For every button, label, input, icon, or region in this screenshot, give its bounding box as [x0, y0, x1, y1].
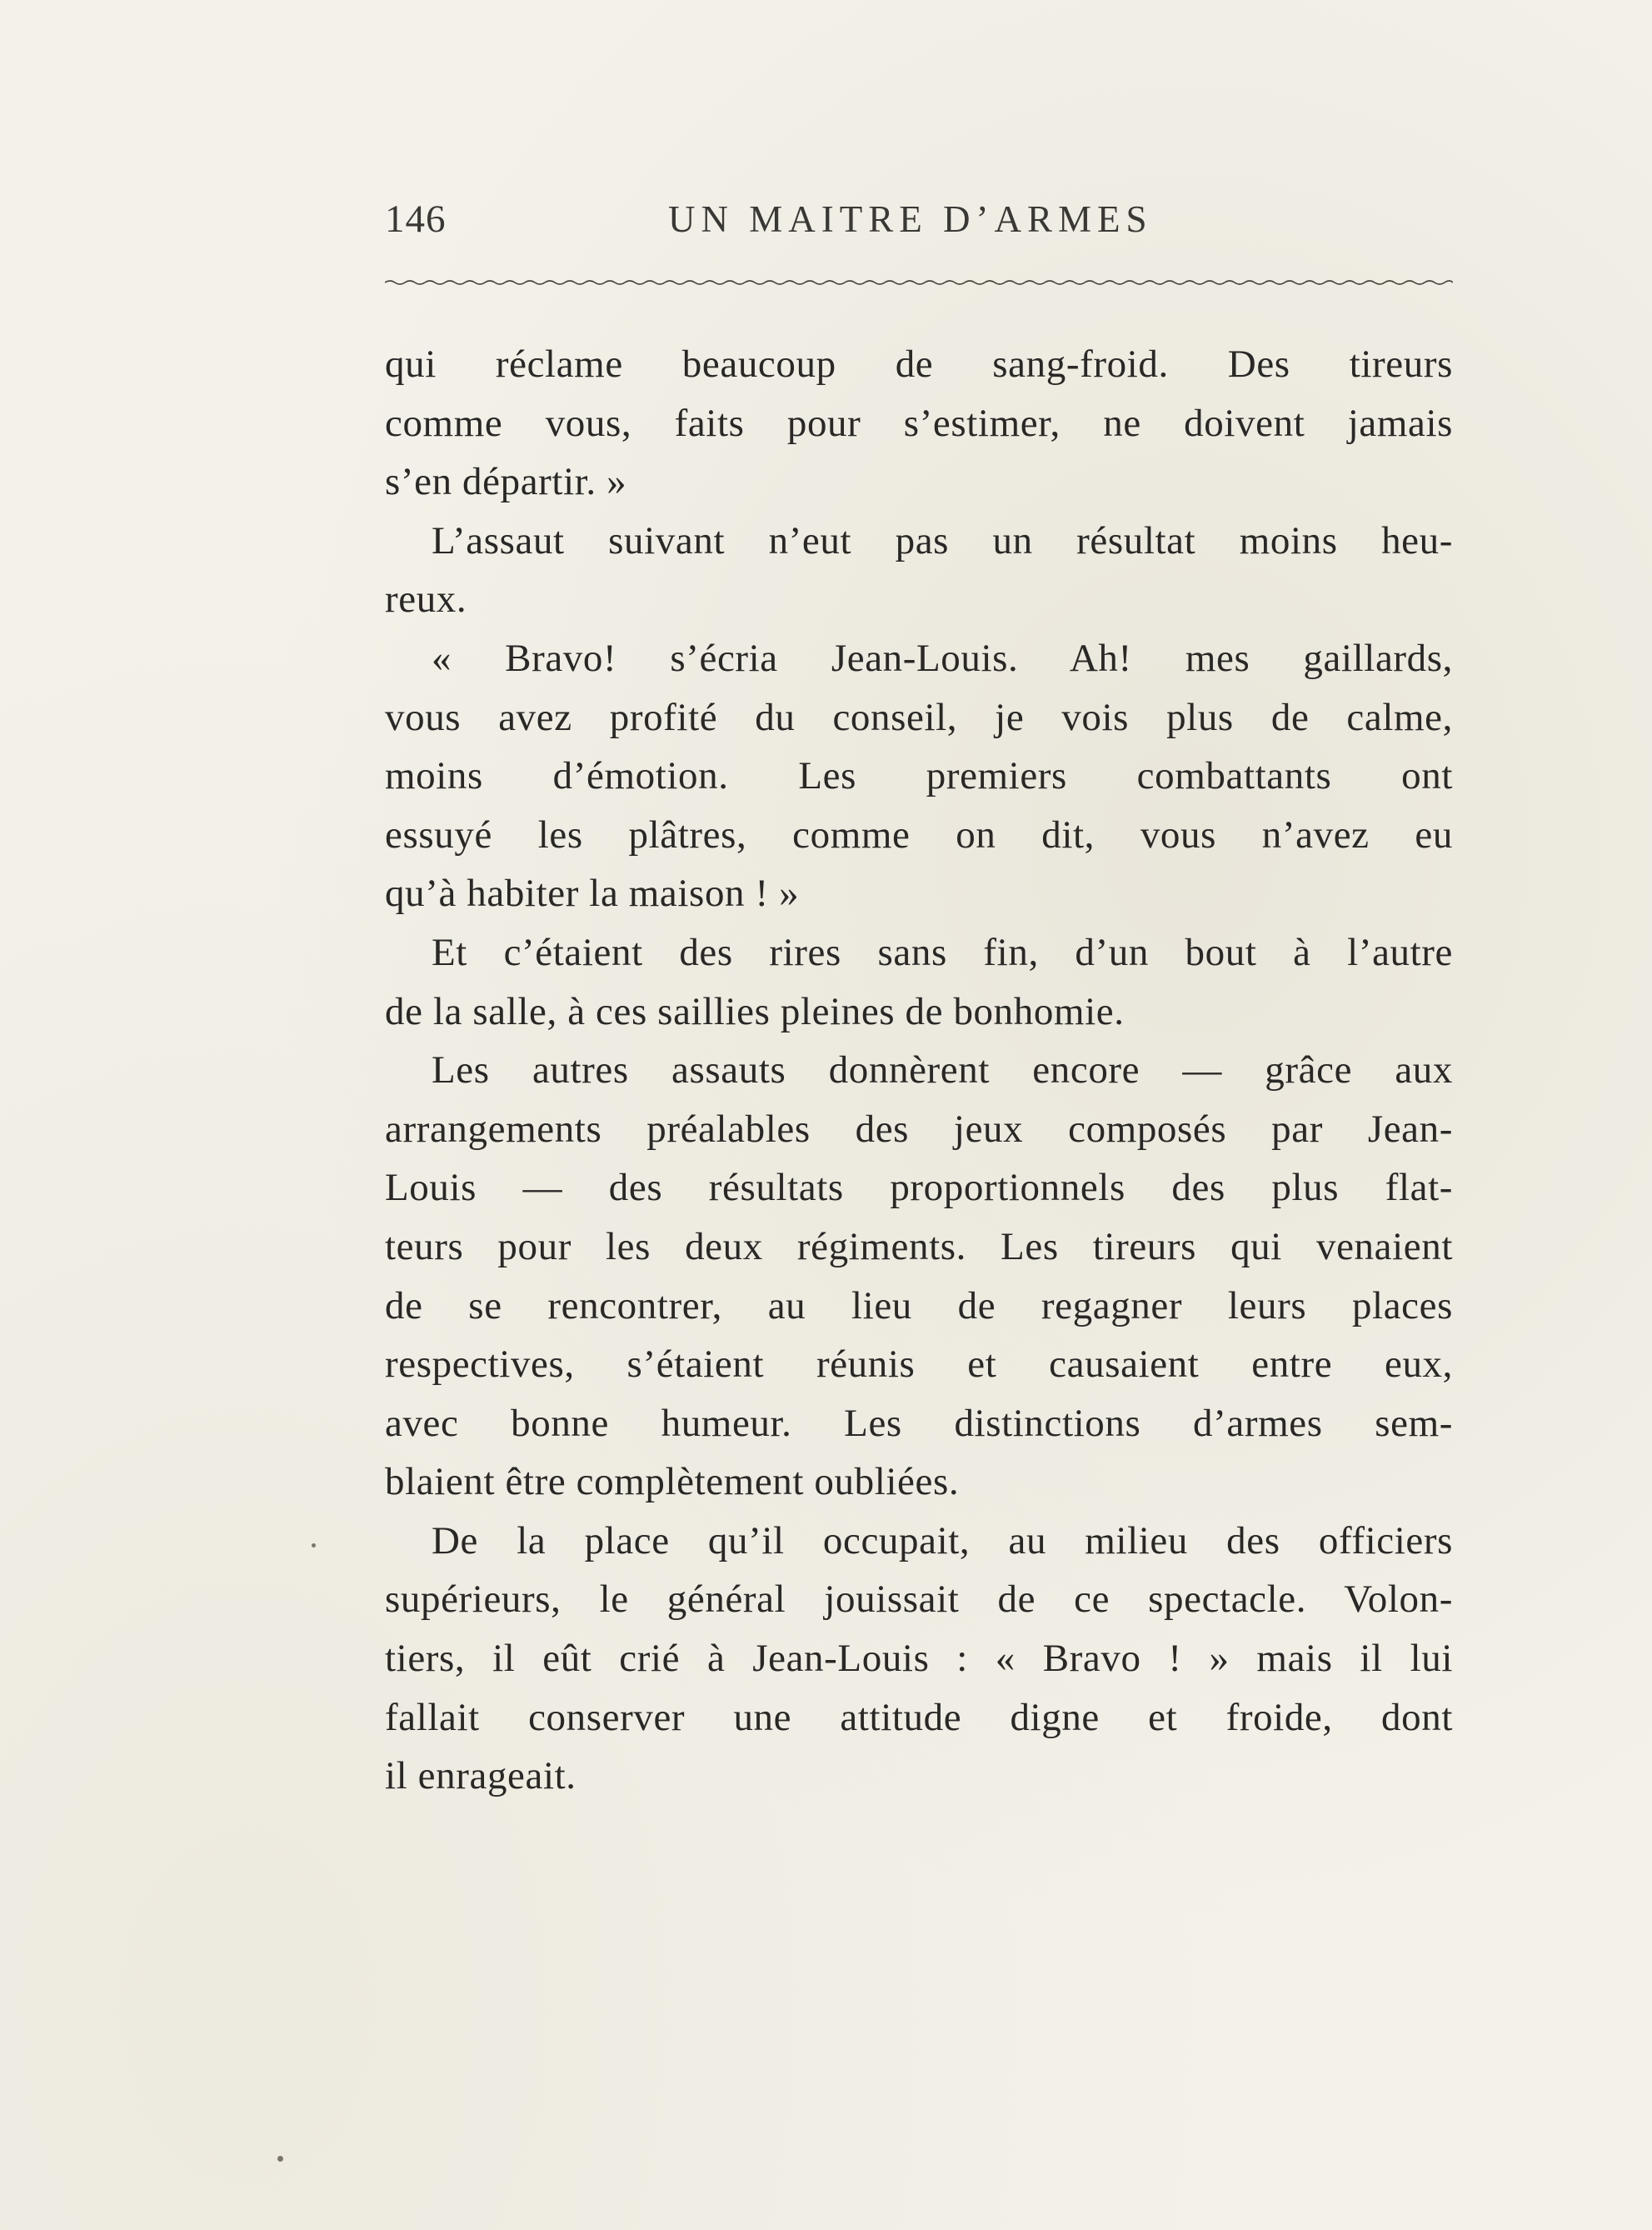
header-rule — [385, 277, 1453, 288]
running-title: UN MAITRE D’ARMES — [668, 198, 1153, 240]
text-line: Louis — des résultats proportionnels des plus flat- — [385, 1166, 1453, 1210]
text-line: avec bonne humeur. Les distinctions d’armes sem- — [385, 1401, 1453, 1445]
text-line: De la place qu’il occupait, au milieu des officiers — [432, 1518, 1453, 1562]
text-line: vous avez profité du conseil, je vois plus de calme, — [385, 695, 1453, 739]
page-number: 146 — [385, 198, 447, 241]
paper-speck — [312, 1543, 316, 1548]
text-line: teurs pour les deux régiments. Les tireurs qui venaient — [385, 1224, 1453, 1268]
paper-speck — [277, 2156, 283, 2162]
text-line: L’assaut suivant n’eut pas un résultat moins heu- — [432, 518, 1453, 562]
text-line: fallait conserver une attitude digne et froide, dont — [385, 1695, 1453, 1739]
text-line: de la salle, à ces saillies pleines de bonhomie. — [385, 989, 1125, 1033]
text-line: moins d’émotion. Les premiers combattants ont — [385, 754, 1453, 798]
text-line: arrangements préalables des jeux composés par Jean- — [385, 1107, 1453, 1151]
text-line: de se rencontrer, au lieu de regagner leurs places — [385, 1283, 1453, 1328]
text-line: blaient être complètement oubliées. — [385, 1460, 960, 1504]
running-head — [385, 190, 1453, 248]
text-line: s’en départir. » — [385, 460, 627, 504]
text-line: qu’à habiter la maison ! » — [385, 872, 800, 916]
text-line: comme vous, faits pour s’estimer, ne doivent jamais — [385, 401, 1453, 445]
text-line: Les autres assauts donnèrent encore — grâce aux — [432, 1048, 1453, 1092]
text-line: reux. — [385, 578, 467, 622]
text-line: Et c’étaient des rires sans fin, d’un bout à l’autre — [432, 930, 1453, 974]
text-line: respectives, s’étaient réunis et causaient entre eux, — [385, 1342, 1453, 1387]
text-line: il enrageait. — [385, 1754, 576, 1798]
text-line: tiers, il eût crié à Jean-Louis : « Bravo ! » mais il lui — [385, 1637, 1453, 1681]
body-text — [385, 335, 1453, 1806]
text-line: supérieurs, le général jouissait de ce spectacle. Volon- — [385, 1578, 1453, 1622]
text-line: qui réclame beaucoup de sang-froid. Des tireurs — [385, 342, 1453, 386]
text-line: essuyé les plâtres, comme on dit, vous n’avez eu — [385, 812, 1453, 857]
text-line: « Bravo! s’écria Jean-Louis. Ah! mes gaillards, — [432, 636, 1453, 680]
